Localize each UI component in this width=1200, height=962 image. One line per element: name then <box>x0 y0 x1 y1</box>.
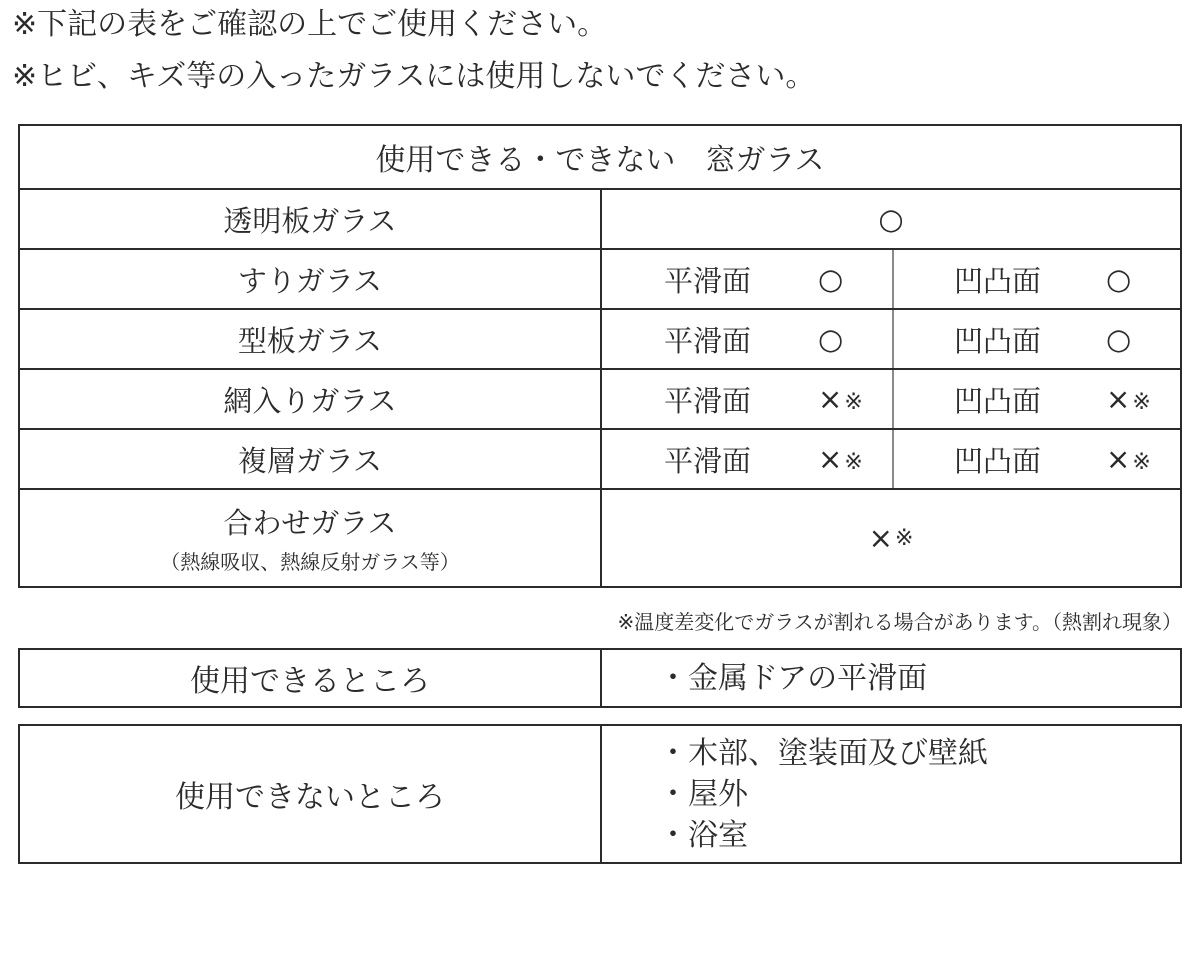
list-item: ・屋外 <box>658 776 748 812</box>
table-row <box>20 370 1180 430</box>
glass-compatibility-table <box>18 124 1182 588</box>
uneven-surface-cell <box>894 250 1180 308</box>
table-row <box>20 490 1180 586</box>
cross-mark: × <box>818 442 843 476</box>
unusable-places-box <box>18 724 1182 864</box>
glass-type-name: 透明板ガラス <box>223 203 397 238</box>
compatibility-mark: ○ <box>878 202 904 236</box>
table-row <box>20 190 1180 250</box>
cross-mark: × <box>818 382 843 416</box>
glass-type-name: 複層ガラス <box>237 443 383 478</box>
unusable-places-list <box>620 726 1180 862</box>
glass-type-label <box>20 310 602 368</box>
glass-type-subnote: （熱線吸収、熱線反射ガラス等） <box>160 550 460 574</box>
thermal-crack-footnote: ※温度差変化でガラスが割れる場合があります。（熱割れ現象） <box>617 610 1182 634</box>
list-item: ・浴室 <box>658 817 748 853</box>
usage-note-confirm: ※下記の表をご確認の上でご使用ください。 <box>12 7 608 42</box>
list-item: ・木部、塗装面及び壁紙 <box>658 735 988 771</box>
compatibility-mark <box>1106 382 1151 416</box>
cross-mark: × <box>1106 442 1131 476</box>
surface-label: 凹凸面 <box>954 263 1042 298</box>
compatibility-mark <box>1106 442 1151 476</box>
surface-label: 平滑面 <box>664 383 752 418</box>
uneven-surface-cell <box>894 370 1180 428</box>
glass-type-name: 型板ガラス <box>237 323 383 358</box>
note-reference-mark: ※ <box>844 450 863 475</box>
surface-label: 凹凸面 <box>954 323 1042 358</box>
glass-type-label <box>20 430 602 488</box>
compatibility-mark <box>818 382 863 416</box>
usage-note-damaged-glass: ※ヒビ、キズ等の入ったガラスには使用しないでください。 <box>12 59 816 94</box>
glass-type-label <box>20 250 602 308</box>
unusable-places-label: 使用できないところ <box>20 726 602 862</box>
cross-mark: × <box>1106 382 1131 416</box>
compatibility-mark <box>818 442 863 476</box>
note-reference-mark: ※ <box>1132 450 1151 475</box>
note-reference-mark: ※ <box>894 525 914 551</box>
compatibility-mark: ○ <box>1106 322 1132 356</box>
smooth-surface-cell <box>602 250 894 308</box>
table-row <box>20 310 1180 370</box>
uneven-surface-cell <box>894 430 1180 488</box>
surface-label: 平滑面 <box>664 263 752 298</box>
glass-type-label <box>20 190 602 248</box>
table-title: 使用できる・できない 窓ガラス <box>20 126 1180 190</box>
glass-type-label <box>20 490 602 586</box>
glass-type-label <box>20 370 602 428</box>
usable-places-list <box>620 650 1180 706</box>
glass-type-name: 合わせガラス <box>223 506 397 540</box>
note-reference-mark: ※ <box>1132 390 1151 415</box>
smooth-surface-cell <box>602 370 894 428</box>
compatibility-mark <box>602 490 1180 586</box>
compatibility-mark: ○ <box>818 262 844 296</box>
glass-type-name: 網入りガラス <box>223 383 397 418</box>
surface-label: 平滑面 <box>664 323 752 358</box>
table-row <box>20 430 1180 490</box>
cross-mark: × <box>868 521 893 555</box>
surface-label: 凹凸面 <box>954 443 1042 478</box>
smooth-surface-cell <box>602 430 894 488</box>
compatibility-mark: ○ <box>1106 262 1132 296</box>
table-row <box>20 250 1180 310</box>
surface-label: 凹凸面 <box>954 383 1042 418</box>
smooth-surface-cell <box>602 310 894 368</box>
usable-places-box <box>18 648 1182 708</box>
compatibility-mark: ○ <box>818 322 844 356</box>
note-reference-mark: ※ <box>844 390 863 415</box>
uneven-surface-cell <box>894 310 1180 368</box>
glass-type-name: すりガラス <box>237 263 383 298</box>
list-item: ・金属ドアの平滑面 <box>658 660 928 696</box>
usable-places-label: 使用できるところ <box>20 650 602 706</box>
surface-label: 平滑面 <box>664 443 752 478</box>
